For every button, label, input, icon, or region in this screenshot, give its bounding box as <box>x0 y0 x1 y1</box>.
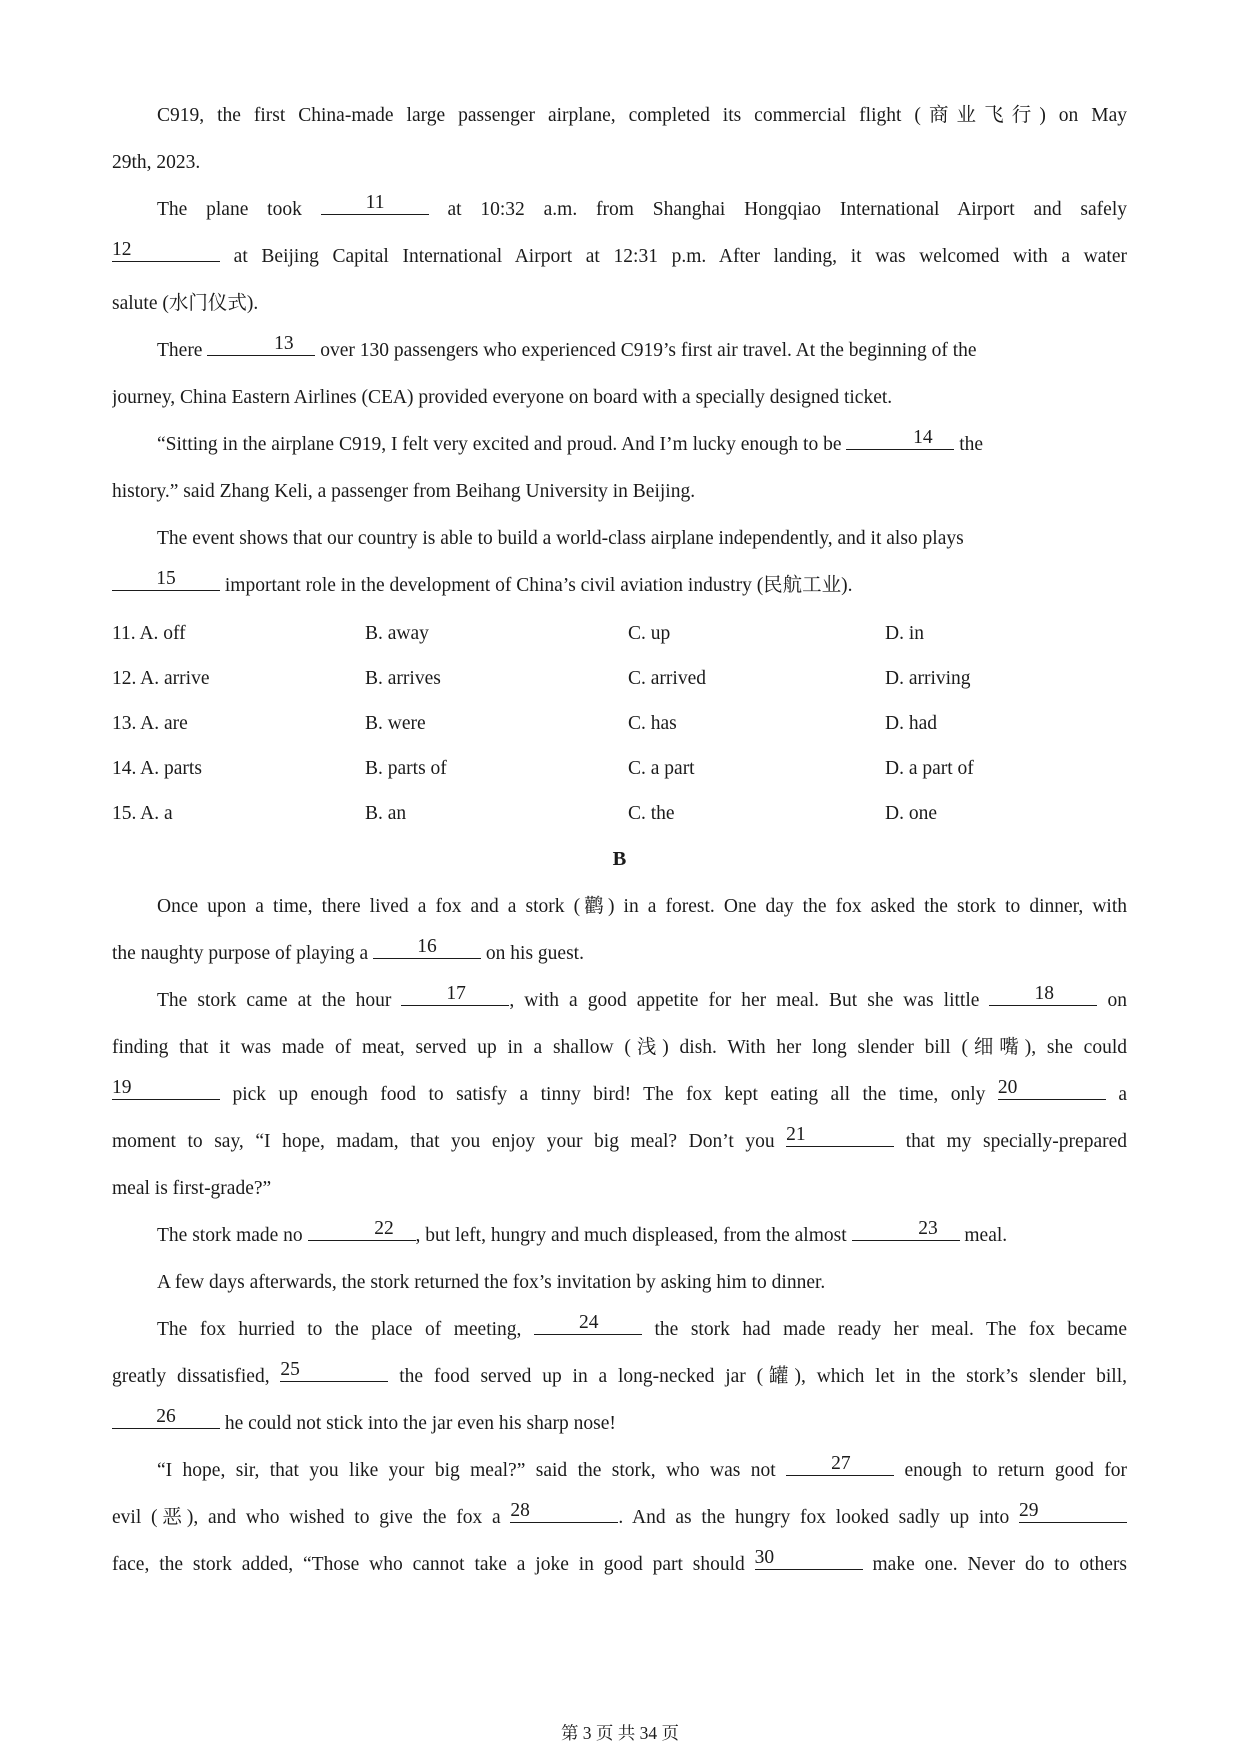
text-line <box>112 977 1127 1024</box>
text-segment: , but left, hungry and much displeased, from the almost <box>415 1225 852 1246</box>
text-line <box>112 139 1127 186</box>
question-row <box>112 746 1127 791</box>
text-line <box>112 374 1127 421</box>
text-segment: greatly dissatisfied, <box>112 1366 281 1387</box>
cloze-blank-20: 20 <box>998 1077 1106 1100</box>
text-line <box>112 1447 1127 1494</box>
text-line <box>112 562 1127 609</box>
text-segment: the food served up in a long-necked jar (罐), which let in the stork’s slender bill, <box>388 1366 1127 1387</box>
cloze-blank-29: 29 <box>1019 1500 1127 1523</box>
cloze-blank-19: 19 <box>112 1077 220 1100</box>
cloze-passage-a <box>112 92 1127 609</box>
cloze-blank-14: 14 <box>846 427 954 450</box>
text-segment: There <box>157 340 208 361</box>
cloze-blank-18: 18 <box>989 983 1097 1006</box>
question-option: D. one <box>885 803 937 824</box>
question-option: B. an <box>365 803 407 824</box>
question-number-and-option: 12. A. arrive <box>112 668 210 689</box>
question-option: D. had <box>885 713 937 734</box>
question-row <box>112 791 1127 836</box>
text-line <box>112 930 1127 977</box>
text-segment: The event shows that our country is able to build a world-class airplane independently, and it also plays <box>157 528 964 549</box>
text-segment: The plane took <box>157 199 321 220</box>
cloze-blank-22: 22 <box>308 1218 416 1241</box>
text-segment: the naughty purpose of playing a <box>112 943 374 964</box>
question-option: D. in <box>885 623 924 644</box>
text-segment: meal is first-grade?” <box>112 1178 272 1199</box>
text-line <box>112 883 1127 930</box>
question-option: C. the <box>628 803 675 824</box>
question-row <box>112 701 1127 746</box>
cloze-passage-b <box>112 883 1127 1588</box>
cloze-blank-12: 12 <box>112 239 220 262</box>
text-segment: important role in the development of China’s civil aviation industry (民航工业). <box>220 575 853 596</box>
text-segment: that my specially-prepared <box>894 1131 1127 1152</box>
text-segment: on <box>1097 990 1127 1011</box>
text-segment: “I hope, sir, that you like your big meal?” said the stork, who was not <box>157 1460 787 1481</box>
cloze-blank-27: 27 <box>786 1453 894 1476</box>
cloze-blank-15: 15 <box>112 568 220 591</box>
text-line <box>112 1259 1127 1306</box>
text-line <box>112 1306 1127 1353</box>
cloze-blank-17: 17 <box>401 983 509 1006</box>
cloze-blank-21: 21 <box>786 1124 894 1147</box>
text-segment: at 10:32 a.m. from Shanghai Hongqiao International Airport and safely <box>428 199 1127 220</box>
text-line <box>112 1494 1127 1541</box>
question-number-and-option: 15. A. a <box>112 803 173 824</box>
cloze-blank-16: 16 <box>373 936 481 959</box>
text-segment: journey, China Eastern Airlines (CEA) provided everyone on board with a specially designed ticket. <box>112 387 893 408</box>
text-line <box>112 1024 1127 1071</box>
text-line <box>112 1165 1127 1212</box>
text-segment: pick up enough food to satisfy a tinny bird! The fox kept eating all the time, only <box>220 1084 998 1105</box>
text-segment: C919, the first China-made large passenger airplane, completed its commercial flight (商业飞行) on May <box>157 105 1127 126</box>
choice-questions-block <box>112 611 1127 836</box>
text-segment: over 130 passengers who experienced C919’s first air travel. At the beginning of the <box>315 340 977 361</box>
text-line <box>112 233 1127 280</box>
text-line <box>112 1071 1127 1118</box>
question-row <box>112 611 1127 656</box>
text-segment: evil (恶), and who wished to give the fox a <box>112 1507 511 1528</box>
text-segment: at Beijing Capital International Airport at 12:31 p.m. After landing, it was welcomed with a water <box>220 246 1127 267</box>
text-segment: meal. <box>959 1225 1008 1246</box>
text-segment: make one. Never do to others <box>862 1554 1127 1575</box>
text-segment: moment to say, “I hope, madam, that you enjoy your big meal? Don’t you <box>112 1131 787 1152</box>
question-option: B. arrives <box>365 668 441 689</box>
cloze-blank-26: 26 <box>112 1406 220 1429</box>
text-line <box>112 515 1127 562</box>
text-segment: The stork made no <box>157 1225 308 1246</box>
text-segment: The fox hurried to the place of meeting, <box>157 1319 534 1340</box>
question-option: B. parts of <box>365 758 447 779</box>
cloze-blank-24: 24 <box>534 1312 642 1335</box>
text-segment: a <box>1105 1084 1127 1105</box>
cloze-blank-28: 28 <box>510 1500 618 1523</box>
text-line <box>112 1541 1127 1588</box>
text-line <box>112 1212 1127 1259</box>
text-segment: The stork came at the hour <box>157 990 402 1011</box>
text-line <box>112 421 1127 468</box>
text-line <box>112 327 1127 374</box>
question-number-and-option: 14. A. parts <box>112 758 202 779</box>
text-segment: A few days afterwards, the stork returned the fox’s invitation by asking him to dinner. <box>157 1272 826 1293</box>
question-option: B. away <box>365 623 429 644</box>
text-segment: the <box>954 434 984 455</box>
text-line <box>112 92 1127 139</box>
text-segment: he could not stick into the jar even his sharp nose! <box>220 1413 616 1434</box>
text-line <box>112 1400 1127 1447</box>
text-segment: 29th, 2023. <box>112 152 201 173</box>
section-b-header: B <box>612 848 627 870</box>
cloze-blank-13: 13 <box>207 333 315 356</box>
question-option: C. up <box>628 623 671 644</box>
text-segment: enough to return good for <box>894 1460 1127 1481</box>
text-segment: finding that it was made of meat, served up in a shallow (浅) dish. With her long slender bill (细嘴), she could <box>112 1037 1127 1058</box>
cloze-blank-23: 23 <box>852 1218 960 1241</box>
text-line <box>112 1353 1127 1400</box>
question-option: B. were <box>365 713 426 734</box>
question-number-and-option: 13. A. are <box>112 713 188 734</box>
question-option: C. arrived <box>628 668 706 689</box>
cloze-blank-25: 25 <box>280 1359 388 1382</box>
text-line <box>112 280 1127 327</box>
text-segment: Once upon a time, there lived a fox and a stork (鹳) in a forest. One day the fox asked the stork to dinner, with <box>157 896 1127 917</box>
text-line <box>112 468 1127 515</box>
text-segment: history.” said Zhang Keli, a passenger from Beihang University in Beijing. <box>112 481 696 502</box>
text-line <box>112 186 1127 233</box>
question-row <box>112 656 1127 701</box>
text-segment: the stork had made ready her meal. The fox became <box>641 1319 1127 1340</box>
cloze-blank-11: 11 <box>321 192 429 215</box>
text-segment: , with a good appetite for her meal. But she was little <box>509 990 990 1011</box>
text-segment: salute (水门仪式). <box>112 293 259 314</box>
page-number-footer: 第 3 页 共 34 页 <box>560 1723 680 1743</box>
cloze-blank-30: 30 <box>755 1547 863 1570</box>
text-segment: . And as the hungry fox looked sadly up into <box>618 1507 1019 1528</box>
question-option: D. a part of <box>885 758 974 779</box>
question-option: D. arriving <box>885 668 971 689</box>
question-option: C. a part <box>628 758 695 779</box>
question-option: C. has <box>628 713 677 734</box>
text-segment: on his guest. <box>481 943 584 964</box>
question-number-and-option: 11. A. off <box>112 623 186 644</box>
text-segment: face, the stork added, “Those who cannot take a joke in good part should <box>112 1554 755 1575</box>
text-line <box>112 1118 1127 1165</box>
text-segment: “Sitting in the airplane C919, I felt very excited and proud. And I’m lucky enough to be <box>157 434 847 455</box>
